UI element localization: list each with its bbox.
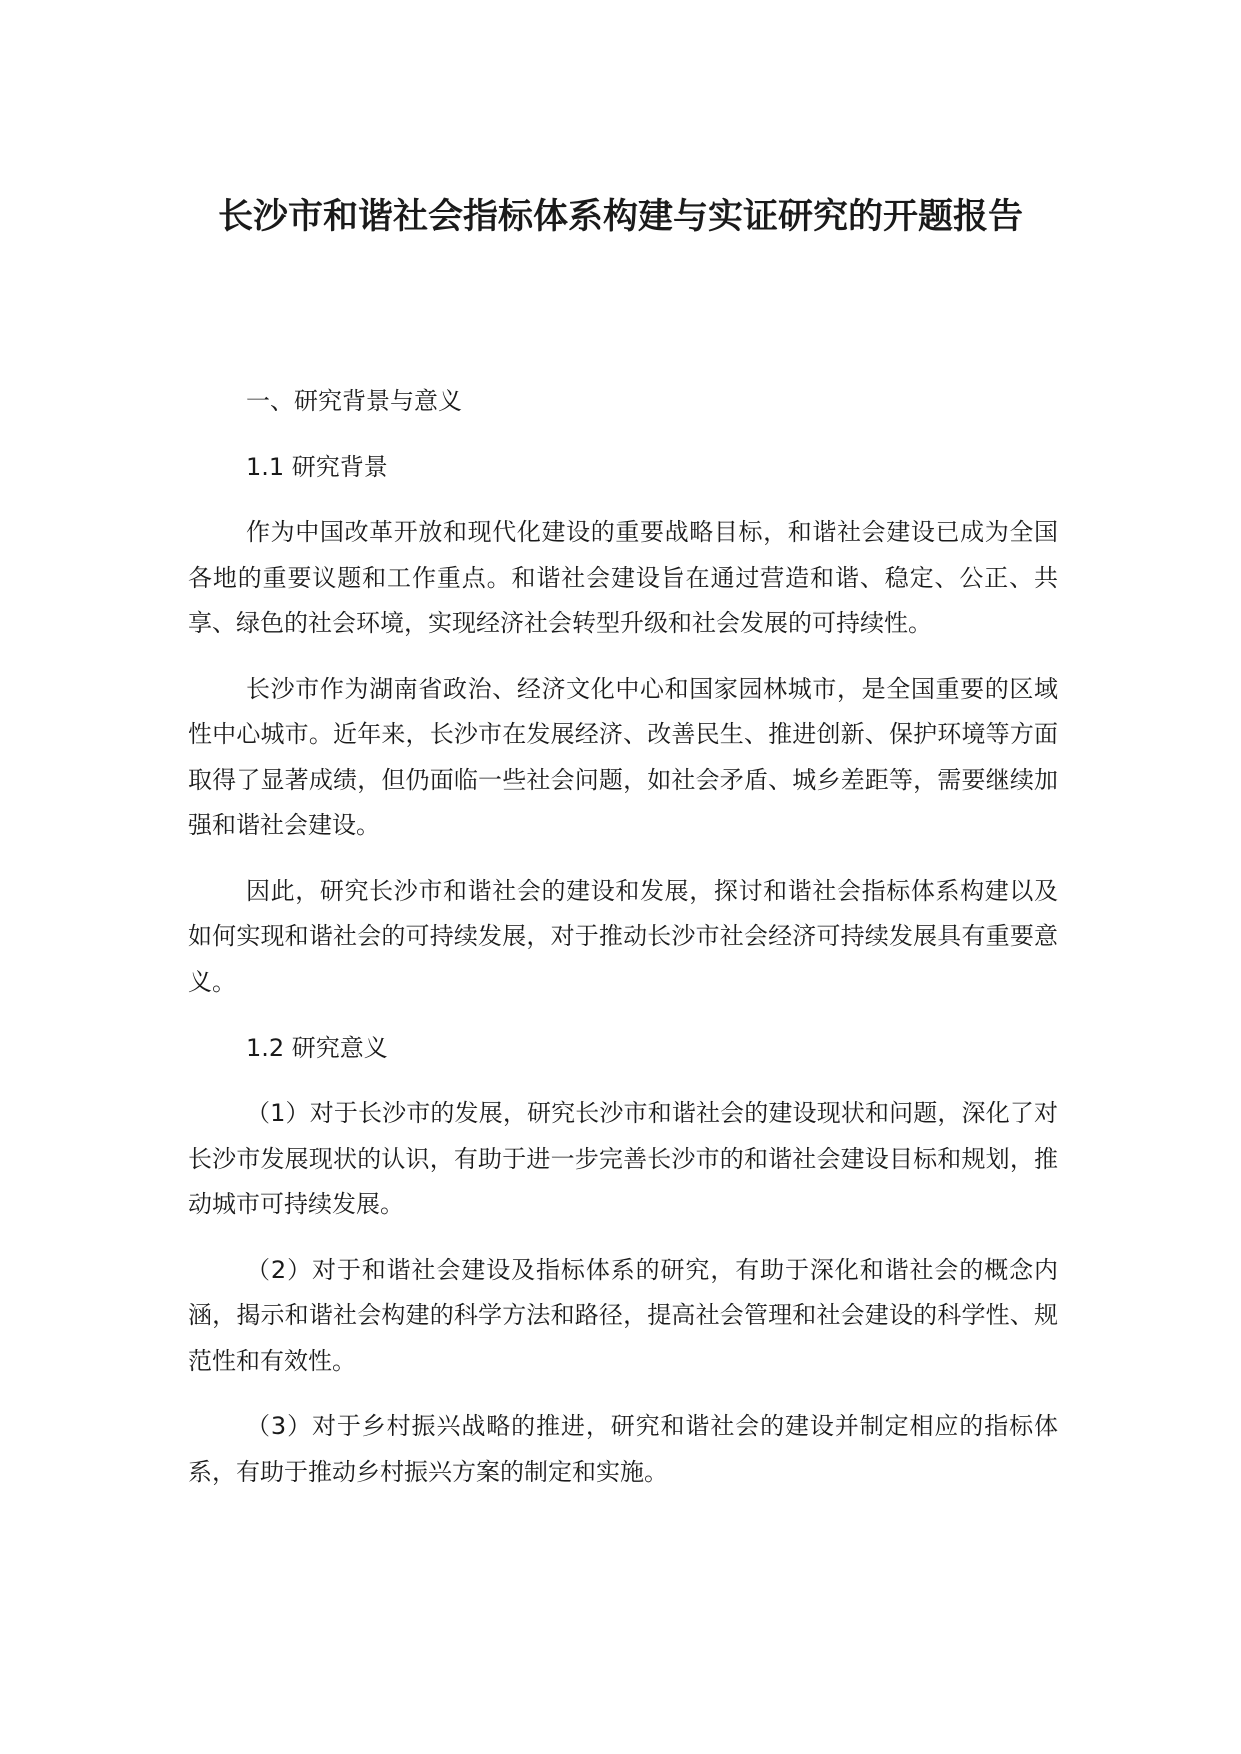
paragraph: （1）对于长沙市的发展，研究长沙市和谐社会的建设现状和问题，深化了对长沙市发展现状的认识，有助于进一步完善长沙市的和谐社会建设目标和规划，推动城市可持续发展。 xyxy=(188,1099,1058,1218)
paragraph: 长沙市作为湖南省政治、经济文化中心和国家园林城市，是全国重要的区域性中心城市。近年来，长沙市在发展经济、改善民生、推进创新、保护环境等方面取得了显著成绩，但仍面临一些社会问题，如社会矛盾、城乡差距等，需要继续加强和谐社会建设。 xyxy=(188,674,1058,839)
section-heading: 一、研究背景与意义 xyxy=(246,387,462,415)
paragraph: 因此，研究长沙市和谐社会的建设和发展，探讨和谐社会指标体系构建以及如何实现和谐社会的可持续发展，对于推动长沙市社会经济可持续发展具有重要意义。 xyxy=(188,876,1058,996)
paragraph: （2）对于和谐社会建设及指标体系的研究，有助于深化和谐社会的概念内涵，揭示和谐社会构建的科学方法和路径，提高社会管理和社会建设的科学性、规范性和有效性。 xyxy=(188,1255,1058,1375)
paragraph: 作为中国改革开放和现代化建设的重要战略目标，和谐社会建设已成为全国各地的重要议题和工作重点。和谐社会建设旨在通过营造和谐、稳定、公正、共享、绿色的社会环境，实现经济社会转型升级和社会发展的可持续性。 xyxy=(188,518,1058,637)
document-body xyxy=(188,378,1058,1515)
subsection-heading-background: 1.1 研究背景 xyxy=(246,453,388,481)
document-title: 长沙市和谐社会指标体系构建与实证研究的开题报告 xyxy=(217,197,1023,237)
paragraph: （3）对于乡村振兴战略的推进，研究和谐社会的建设并制定相应的指标体系，有助于推动乡村振兴方案的制定和实施。 xyxy=(188,1412,1058,1486)
subsection-heading-significance: 1.2 研究意义 xyxy=(246,1034,388,1062)
